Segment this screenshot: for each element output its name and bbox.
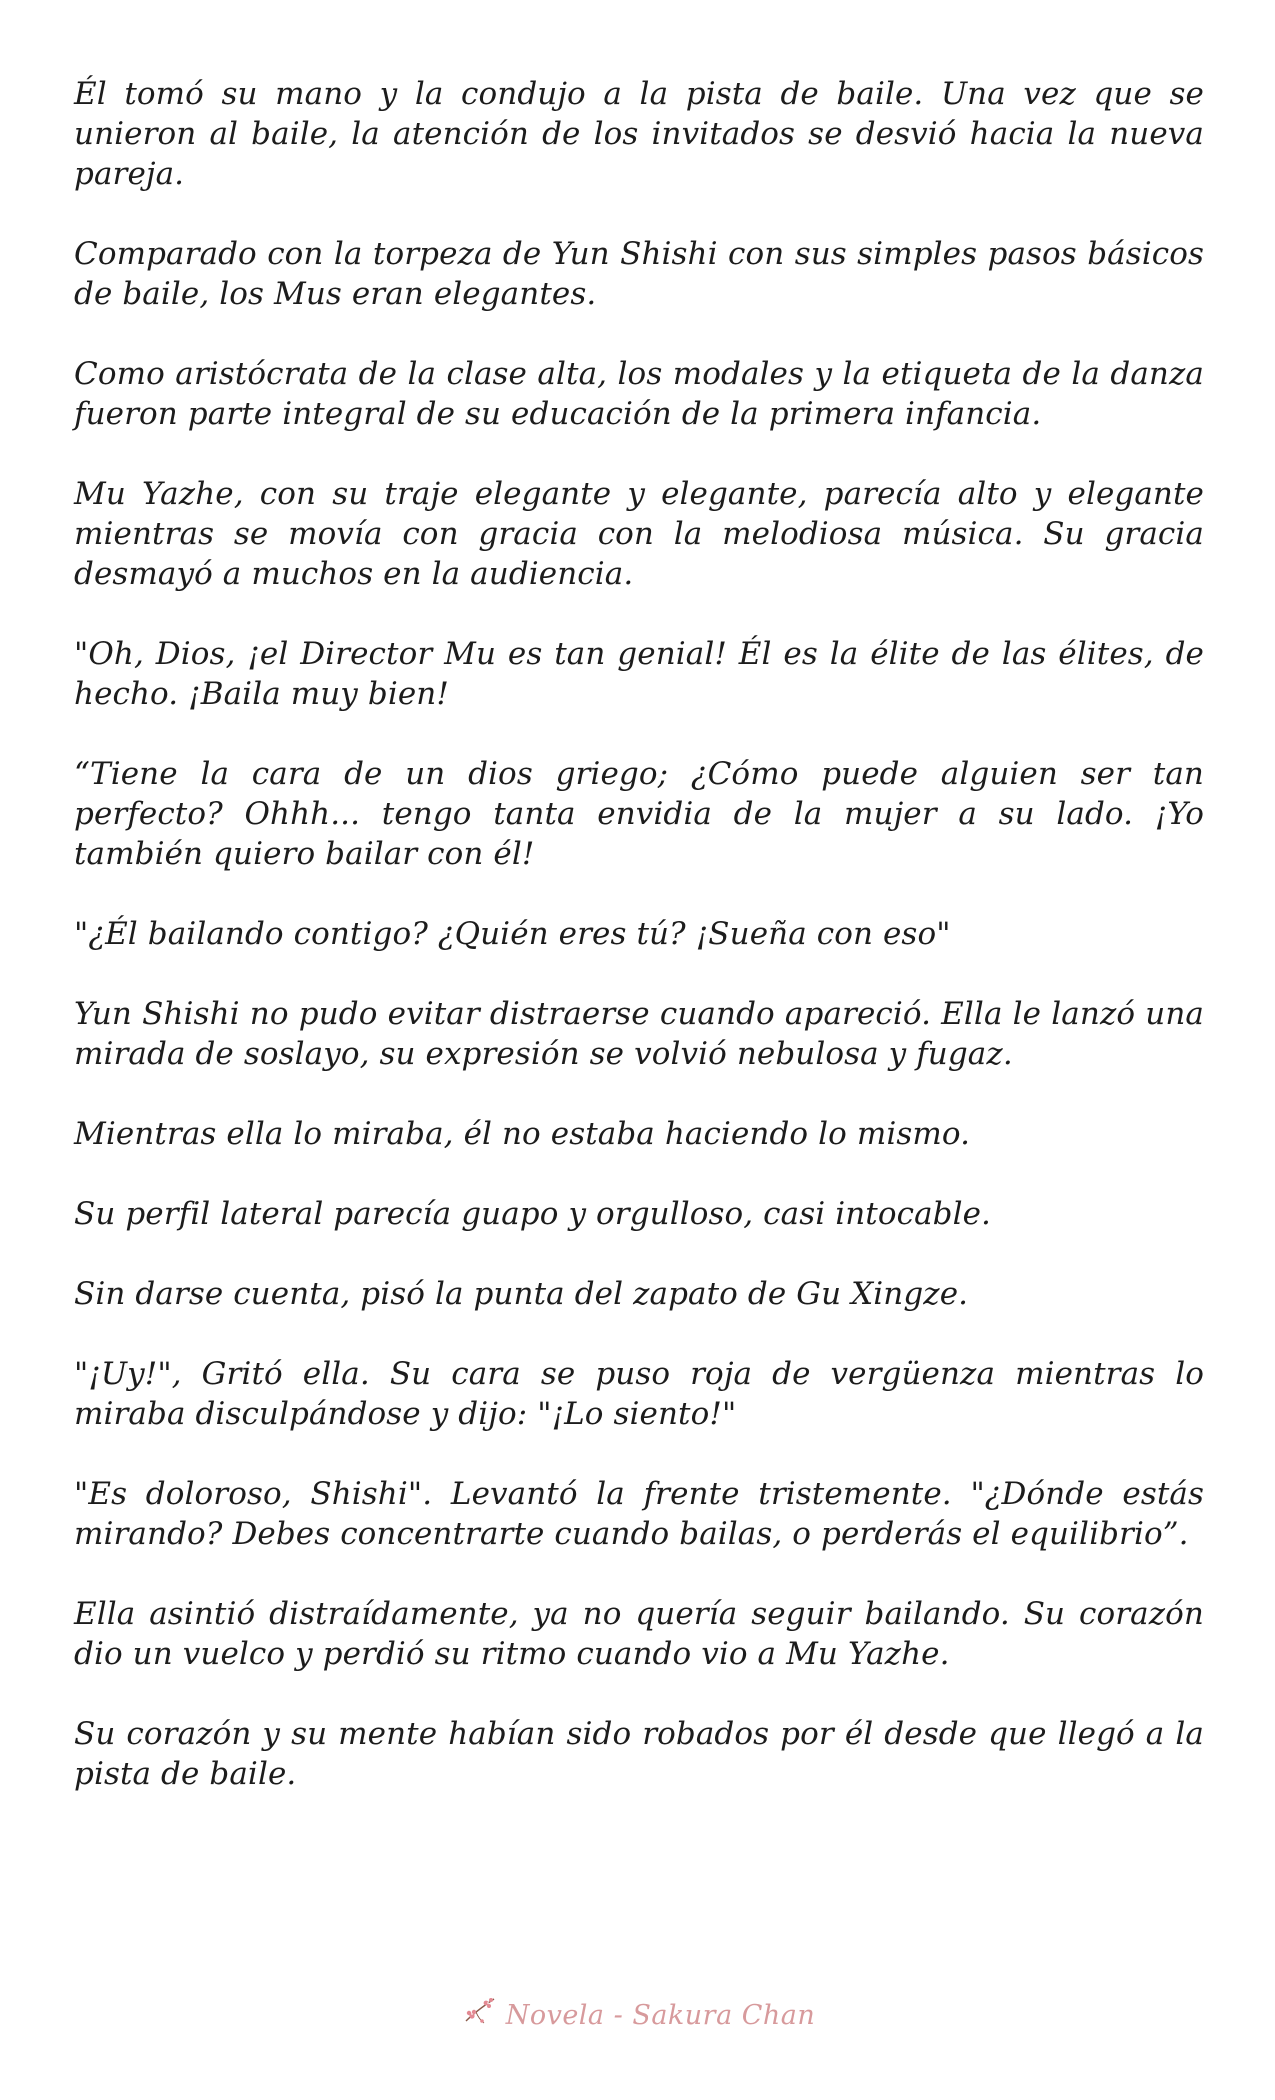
sakura-flower-icon <box>460 1991 500 2031</box>
paragraph: "Es doloroso, Shishi". Levantó la frente tristemente. "¿Dónde estás mirando? Debes concentrarte cuando bailas, o perderás el equilibrio”. <box>74 1476 1204 1552</box>
paragraph: "¡Uy!", Gritó ella. Su cara se puso roja de vergüenza mientras lo miraba disculpándose y dijo: "¡Lo siento!" <box>74 1356 1204 1432</box>
paragraph: Su corazón y su mente habían sido robados por él desde que llegó a la pista de baile. <box>74 1716 1204 1792</box>
paragraph: Mu Yazhe, con su traje elegante y elegante, parecía alto y elegante mientras se movía con gracia con la melodiosa música. Su gracia desmayó a muchos en la audiencia. <box>74 476 1204 592</box>
paragraph: "Oh, Dios, ¡el Director Mu es tan genial! Él es la élite de las élites, de hecho. ¡Baila muy bien! <box>74 636 1204 712</box>
footer-label: Novela - Sakura Chan <box>505 1999 816 2031</box>
page-footer <box>0 1993 1275 2037</box>
paragraph: Comparado con la torpeza de Yun Shishi con sus simples pasos básicos de baile, los Mus eran elegantes. <box>74 236 1204 312</box>
paragraph: Mientras ella lo miraba, él no estaba haciendo lo mismo. <box>74 1116 971 1152</box>
paragraph: “Tiene la cara de un dios griego; ¿Cómo puede alguien ser tan perfecto? Ohhh... tengo tanta envidia de la mujer a su lado. ¡Yo también quiero bailar con él! <box>74 756 1204 872</box>
paragraph: "¿Él bailando contigo? ¿Quién eres tú? ¡Sueña con eso" <box>74 916 951 952</box>
paragraph: Como aristócrata de la clase alta, los modales y la etiqueta de la danza fueron parte integral de su educación de la primera infancia. <box>74 356 1204 432</box>
paragraph: Yun Shishi no pudo evitar distraerse cuando apareció. Ella le lanzó una mirada de soslayo, su expresión se volvió nebulosa y fugaz. <box>74 996 1204 1072</box>
paragraph: Su perfil lateral parecía guapo y orgulloso, casi intocable. <box>74 1196 992 1232</box>
paragraph: Él tomó su mano y la condujo a la pista de baile. Una vez que se unieron al baile, la atención de los invitados se desvió hacia la nueva pareja. <box>74 76 1204 192</box>
document-body <box>74 74 1204 1834</box>
paragraph: Ella asintió distraídamente, ya no quería seguir bailando. Su corazón dio un vuelco y perdió su ritmo cuando vio a Mu Yazhe. <box>74 1596 1204 1672</box>
paragraph: Sin darse cuenta, pisó la punta del zapato de Gu Xingze. <box>74 1276 969 1312</box>
